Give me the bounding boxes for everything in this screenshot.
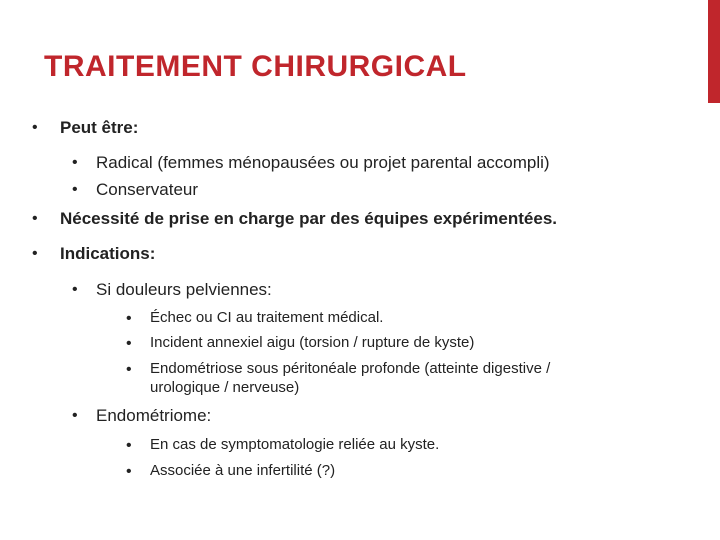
bullet-icon: •	[126, 361, 132, 378]
list-item-peut-etre: Peut être:	[60, 118, 139, 137]
bullet-icon: •	[72, 154, 78, 171]
bullet-icon: •	[32, 210, 38, 227]
list-item-infertilite: Associée à une infertilité (?)	[150, 462, 336, 479]
list-item-douleurs: Si douleurs pelviennes:	[96, 280, 272, 299]
accent-bar	[708, 0, 720, 103]
list-item-endometriose-cont: urologique / nerveuse)	[150, 379, 300, 396]
list-item-endometriome: Endométriome:	[96, 406, 212, 425]
bullet-icon: •	[126, 310, 132, 327]
list-item-radical: Radical (femmes ménopausées ou projet parental accompli)	[96, 153, 550, 172]
slide-title: TRAITEMENT CHIRURGICAL	[44, 50, 467, 83]
list-item-echec: Échec ou CI au traitement médical.	[150, 309, 384, 326]
bullet-icon: •	[32, 119, 38, 136]
bullet-icon: •	[126, 463, 132, 480]
bullet-icon: •	[126, 437, 132, 454]
list-item-incident: Incident annexiel aigu (torsion / rupture de kyste)	[150, 334, 475, 351]
list-item-conservateur: Conservateur	[96, 180, 199, 199]
bullet-icon: •	[32, 245, 38, 262]
list-item-indications: Indications:	[60, 244, 156, 263]
bullet-icon: •	[72, 407, 78, 424]
list-item-symptomatologie: En cas de symptomatologie reliée au kyste.	[150, 436, 440, 453]
list-item-necessite: Nécessité de prise en charge par des équipes expérimentées.	[60, 209, 558, 228]
bullet-icon: •	[72, 281, 78, 298]
list-item-endometriose: Endométriose sous péritonéale profonde (atteinte digestive /	[150, 360, 551, 377]
bullet-icon: •	[72, 181, 78, 198]
bullet-icon: •	[126, 335, 132, 352]
